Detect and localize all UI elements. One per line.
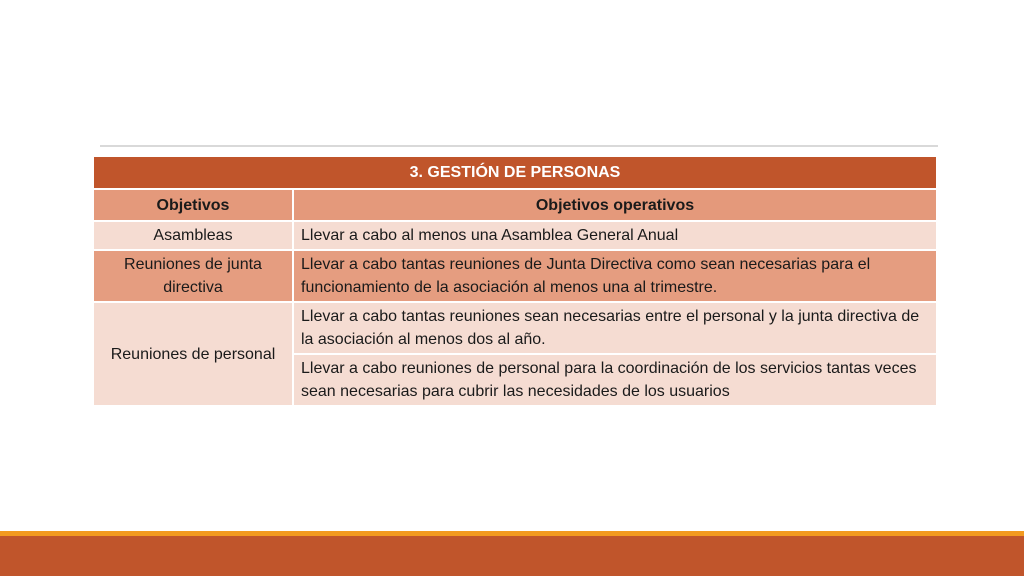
objective-cell: Reuniones de junta directiva — [93, 250, 293, 302]
header-objectives: Objetivos — [93, 189, 293, 221]
footer-bar — [0, 536, 1024, 576]
table-header-row — [93, 189, 937, 221]
top-divider — [100, 145, 938, 147]
table-row — [93, 302, 937, 354]
operational-cell: Llevar a cabo reuniones de personal para la coordinación de los servicios tantas veces sean necesarias para cubrir las necesidades de los usuarios — [293, 354, 937, 406]
objectives-table — [92, 155, 938, 407]
table-row — [93, 221, 937, 250]
objective-cell: Asambleas — [93, 221, 293, 250]
header-operational-objectives: Objetivos operativos — [293, 189, 937, 221]
table-title: 3. GESTIÓN DE PERSONAS — [93, 156, 937, 189]
objective-cell: Reuniones de personal — [93, 302, 293, 406]
operational-cell: Llevar a cabo tantas reuniones sean necesarias entre el personal y la junta directiva de la asociación al menos dos al año. — [293, 302, 937, 354]
operational-cell: Llevar a cabo al menos una Asamblea General Anual — [293, 221, 937, 250]
table-row — [93, 250, 937, 302]
table-title-row — [93, 156, 937, 189]
table-container — [92, 155, 938, 407]
operational-cell: Llevar a cabo tantas reuniones de Junta Directiva como sean necesarias para el funcionamiento de la asociación al menos una al trimestre. — [293, 250, 937, 302]
